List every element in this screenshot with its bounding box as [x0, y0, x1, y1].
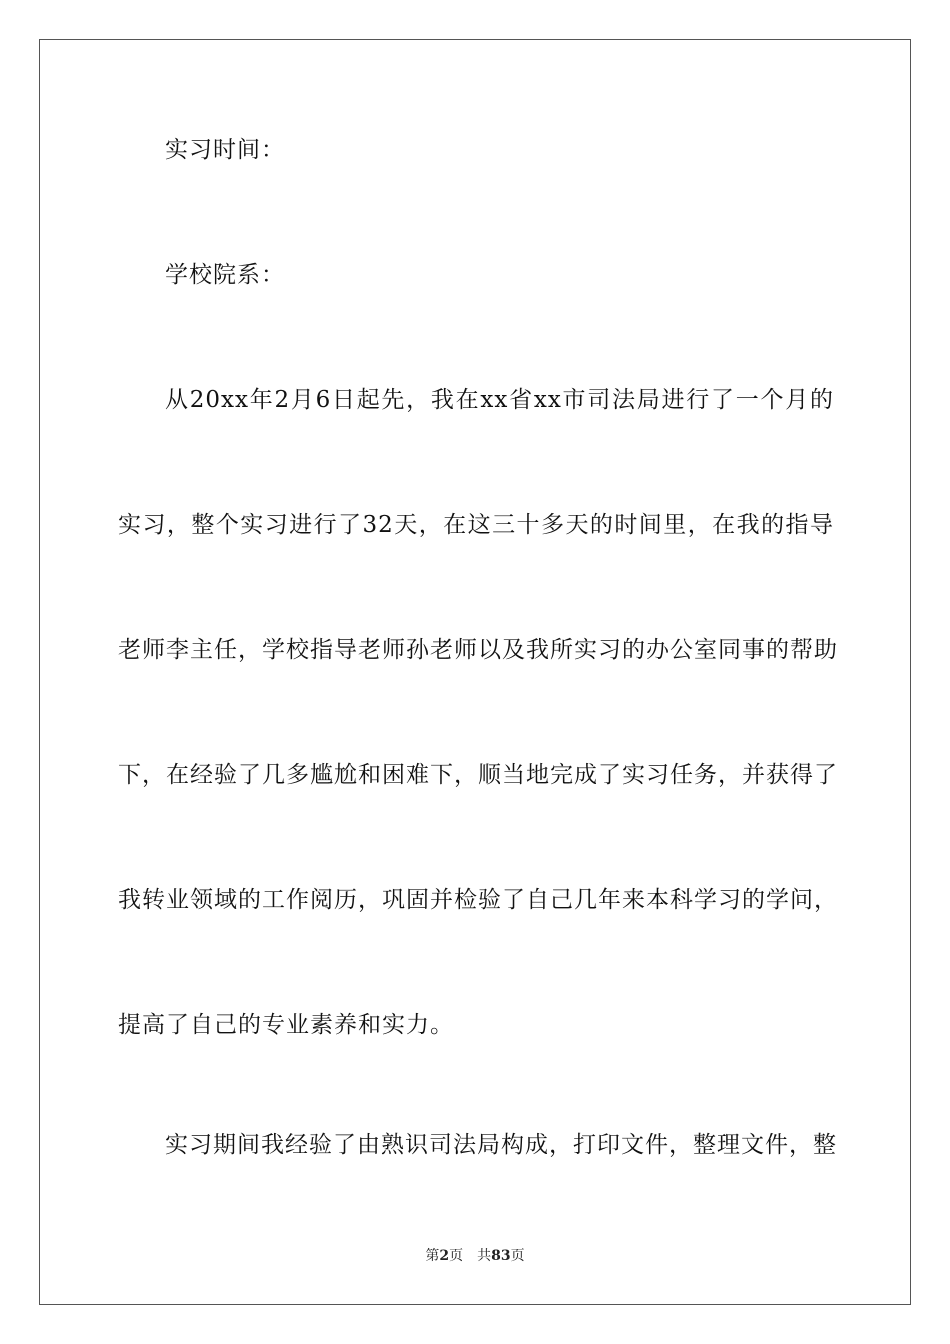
page-footer: [0, 1247, 950, 1265]
total-suffix: 页: [510, 1248, 525, 1264]
paragraph-line: 下，在经验了几多尴尬和困难下，顺当地完成了实习任务，并获得了: [118, 762, 838, 788]
page-number: 2: [439, 1248, 450, 1264]
paragraph-line: 我转业领域的工作阅历，巩固并检验了自己几年来本科学习的学问，: [118, 887, 838, 913]
paragraph-line: 实习，整个实习进行了32天，在这三十多天的时间里，在我的指导: [118, 512, 834, 538]
field-internship-time: 实习时间：: [165, 137, 285, 163]
total-pages: 83: [491, 1248, 511, 1264]
page-suffix: 页: [449, 1248, 464, 1264]
field-school-department: 学校院系：: [165, 262, 285, 288]
paragraph-line: 实习期间我经验了由熟识司法局构成，打印文件，整理文件，整: [165, 1132, 837, 1158]
page-border: [39, 39, 911, 1305]
paragraph-line: 老师李主任，学校指导老师孙老师以及我所实习的办公室同事的帮助: [118, 637, 838, 663]
total-prefix: 共: [477, 1248, 492, 1264]
page-prefix: 第: [425, 1248, 440, 1264]
paragraph-line: 提高了自己的专业素养和实力。: [118, 1012, 454, 1038]
paragraph-line: 从20xx年2月6日起先，我在xx省xx市司法局进行了一个月的: [165, 387, 834, 413]
